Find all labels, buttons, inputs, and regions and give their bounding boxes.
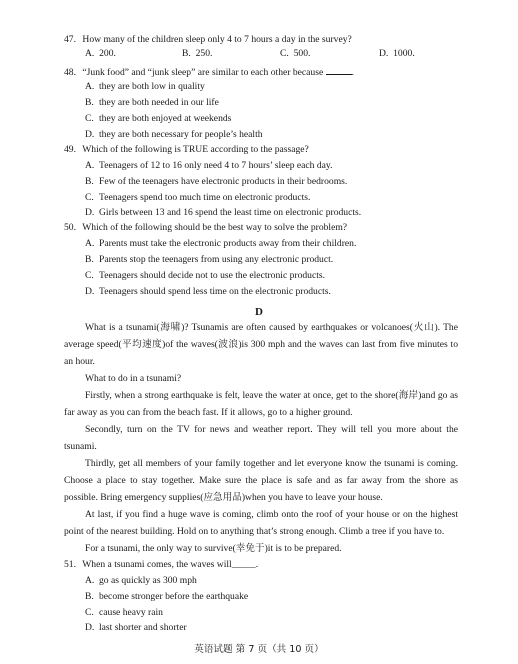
option-b [85, 176, 347, 188]
option-text: 500. [293, 48, 311, 59]
option-text: Teenagers should spend less time on the electronic products. [99, 286, 331, 297]
question-text: How many of the children sleep only 4 to 7 hours a day in the survey? [82, 34, 352, 45]
option-letter: D. [85, 286, 95, 297]
option-letter: C. [85, 607, 94, 618]
option-b [85, 254, 333, 266]
question-text: When a tsunami comes, the waves will [82, 559, 232, 570]
option-a [85, 575, 197, 587]
question-number: 49. [64, 144, 76, 155]
option-letter: D. [85, 622, 95, 633]
option-d [85, 286, 331, 298]
question-51 [64, 559, 258, 571]
option-letter: A. [85, 238, 95, 249]
option-d [85, 129, 263, 141]
option-text: Few of the teenagers have electronic products in their bedrooms. [99, 176, 348, 187]
option-a [85, 160, 333, 172]
option-c [85, 192, 310, 204]
page-footer: 英语试题 第 7 页（共 10 页） [194, 644, 324, 655]
question-number: 47. [64, 34, 76, 45]
option-text: they are both enjoyed at weekends [99, 113, 232, 124]
option-letter: D. [85, 129, 95, 140]
passage-paragraph: What is a tsunami(海啸)? Tsunamis are often caused by earthquakes or volcanoes(火山). The average speed(平均速度)of the waves(波浪)is 300 mph and the waves can last from five minutes to an hour. [64, 322, 458, 367]
option-text: Parents must take the electronic products away from their children. [99, 238, 357, 249]
option-letter: D. [85, 207, 95, 218]
passage-paragraph: Secondly, turn on the TV for news and weather report. They will tell you more about the tsunami. [64, 424, 458, 452]
passage-paragraph: What to do in a tsunami? [85, 373, 182, 384]
question-text: Which of the following should be the best way to solve the problem? [82, 222, 348, 233]
option-b [85, 97, 219, 109]
option-text: go as quickly as 300 mph [99, 575, 197, 586]
question-punctuation: . [255, 559, 259, 570]
question-49 [64, 144, 309, 156]
option-letter: A. [85, 160, 95, 171]
option-letter: B. [85, 97, 94, 108]
passage-paragraph: For a tsunami, the only way to survive(幸免于)it is to be prepared. [85, 543, 342, 554]
question-number: 48. [64, 67, 76, 78]
option-a [85, 48, 116, 60]
option-text: 250. [195, 48, 213, 59]
option-text: they are both needed in our life [99, 97, 219, 108]
option-text: Teenagers spend too much time on electronic products. [99, 192, 311, 203]
option-text: Teenagers of 12 to 16 only need 4 to 7 hours’ sleep each day. [99, 160, 333, 171]
option-letter: C. [280, 48, 289, 59]
question-48: 48. “Junk food” and “junk sleep” are similar to each other because . [64, 67, 355, 78]
option-letter: B. [85, 176, 94, 187]
option-text: Parents stop the teenagers from using any electronic product. [99, 254, 334, 265]
option-d [85, 622, 187, 634]
option-a [85, 238, 356, 250]
question-number: 51. [64, 559, 76, 570]
option-letter: A. [85, 81, 95, 92]
question-text: “Junk food” and “junk sleep” are similar to each other because [82, 67, 324, 78]
option-d [85, 207, 361, 219]
question-47 [64, 34, 352, 46]
option-text: 200. [99, 48, 116, 59]
option-c [85, 113, 231, 125]
option-letter: B. [85, 254, 94, 265]
option-c [280, 48, 310, 60]
passage-paragraph: At last, if you find a huge wave is coming, climb onto the roof of your house or on the highest point of the nearest building. Hold on to anything that’s strong enough. Climb a tree if you have to. [64, 509, 458, 537]
option-letter: A. [85, 575, 95, 586]
option-text: they are both low in quality [99, 81, 205, 92]
option-b [85, 591, 248, 603]
answer-blank: _____ [231, 559, 256, 570]
option-letter: C. [85, 192, 94, 203]
option-text: they are both necessary for people’s health [99, 129, 263, 140]
option-d [379, 48, 415, 60]
option-text: 1000. [393, 48, 415, 59]
passage-paragraph: Thirdly, get all members of your family together and let everyone know the tsunami is coming. Choose a place to stay together. Make sure the place is safe and as far away from the shore as possible. Bring emergency supplies(应急用品)when you have to leave your house. [64, 458, 458, 503]
option-letter: A. [85, 48, 95, 59]
option-letter: D. [379, 48, 389, 59]
question-50 [64, 222, 347, 234]
option-letter: C. [85, 113, 94, 124]
options-row [85, 48, 465, 60]
option-text: become stronger before the earthquake [99, 591, 249, 602]
option-b [182, 48, 212, 60]
answer-blank [326, 65, 352, 75]
option-letter: B. [182, 48, 191, 59]
option-text: Girls between 13 and 16 spend the least time on electronic products. [99, 207, 362, 218]
passage-paragraph: Firstly, when a strong earthquake is felt, leave the water at once, get to the shore(海岸)and go as far away as you can from the beach fast. If it allows, go to a higher ground. [64, 390, 458, 418]
option-letter: B. [85, 591, 94, 602]
option-text: Teenagers should decide not to use the electronic products. [99, 270, 326, 281]
question-text: Which of the following is TRUE according to the passage? [82, 144, 309, 155]
section-heading: D [255, 306, 263, 318]
question-number: 50. [64, 222, 76, 233]
option-a [85, 81, 205, 93]
option-c [85, 270, 325, 282]
option-letter: C. [85, 270, 94, 281]
option-text: cause heavy rain [99, 607, 163, 618]
option-text: last shorter and shorter [99, 622, 187, 633]
option-c [85, 607, 163, 619]
